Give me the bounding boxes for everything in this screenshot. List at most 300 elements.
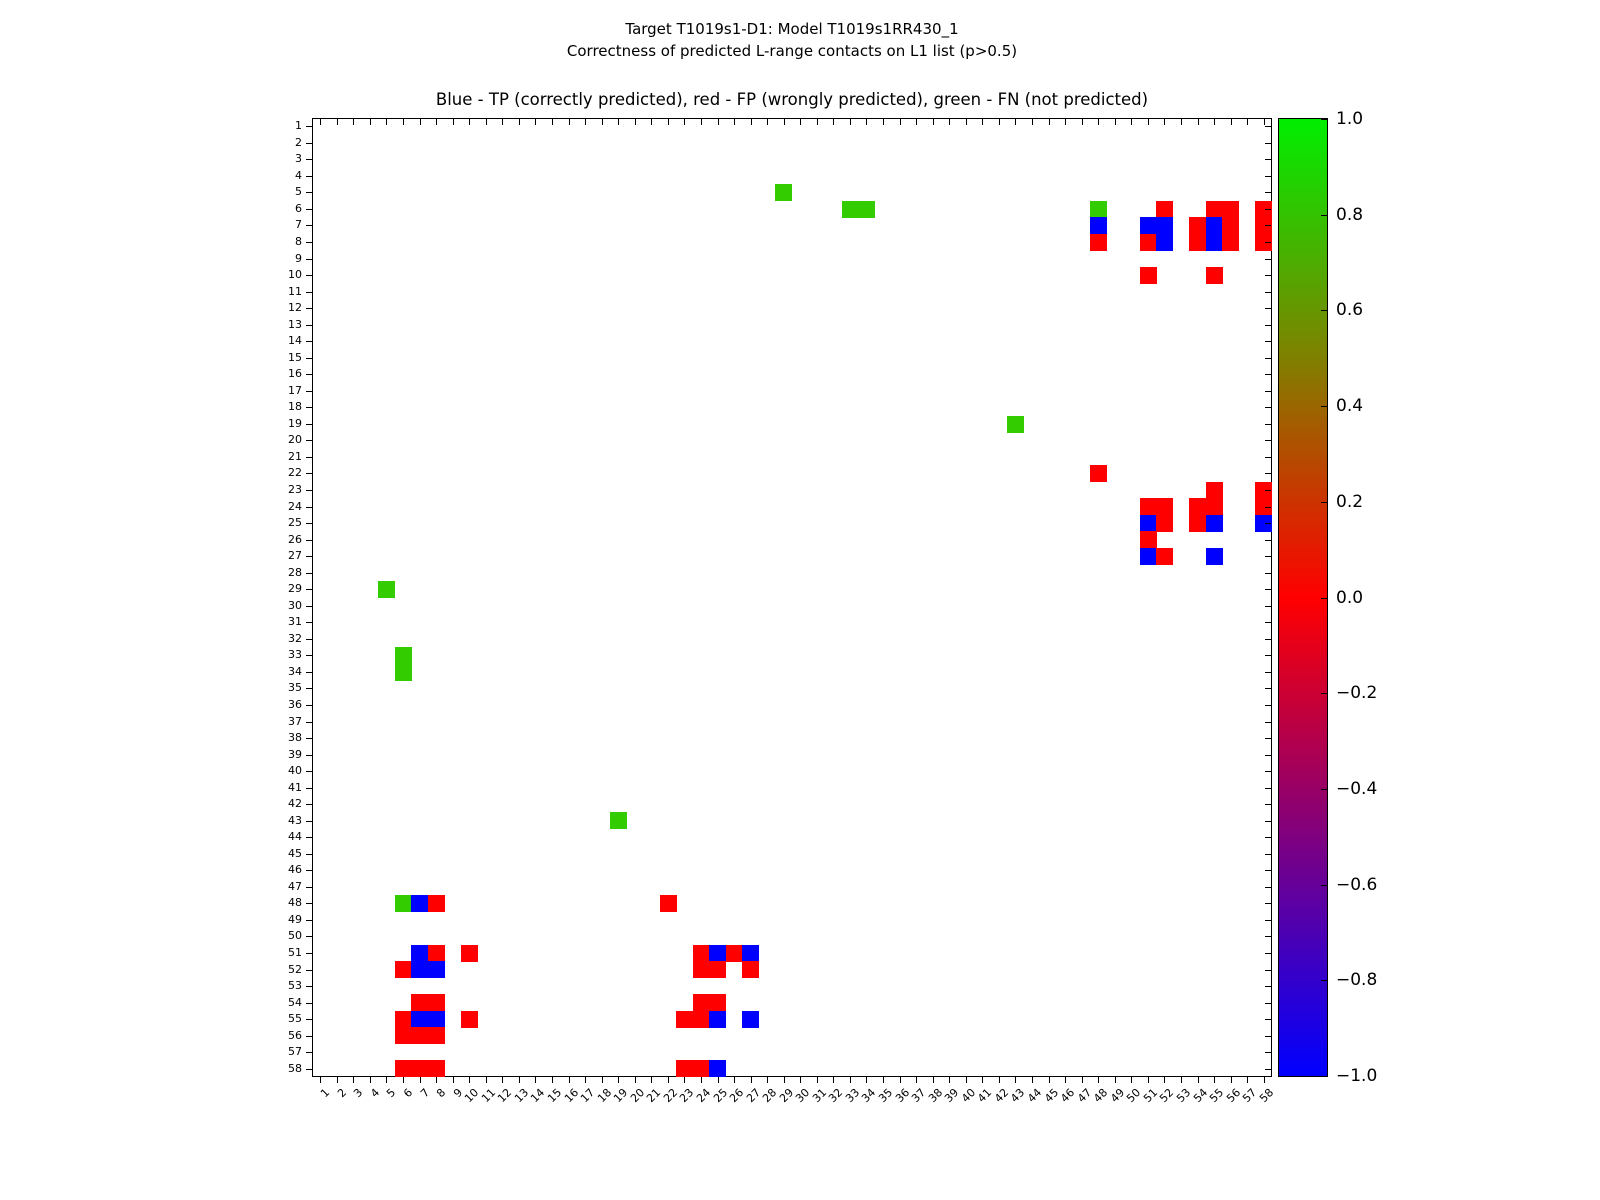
y-tick	[1265, 804, 1271, 805]
y-tick-label: 26	[288, 532, 302, 546]
x-tick-label: 58	[1256, 1086, 1276, 1106]
x-tick	[933, 119, 934, 125]
x-tick	[1231, 119, 1232, 125]
y-tick-label: 4	[295, 168, 302, 182]
y-tick	[1265, 192, 1271, 193]
x-tick-label: 16	[561, 1086, 581, 1106]
x-tick	[949, 1077, 950, 1083]
heatmap-cell-tp	[428, 961, 445, 978]
y-tick-label: 20	[288, 433, 302, 447]
y-tick	[306, 540, 312, 541]
x-tick	[370, 1077, 371, 1083]
y-tick	[306, 259, 312, 260]
x-tick	[370, 119, 371, 125]
x-tick	[1049, 1077, 1050, 1083]
heatmap-cell-tp	[709, 1060, 726, 1077]
y-tick	[1265, 738, 1271, 739]
x-tick	[1198, 119, 1199, 125]
x-tick	[1082, 1077, 1083, 1083]
x-tick	[800, 119, 801, 125]
heatmap-cell-tp	[742, 945, 759, 962]
x-tick-label: 39	[942, 1086, 962, 1106]
x-tick	[552, 119, 553, 125]
y-tick	[1265, 143, 1271, 144]
y-tick	[306, 639, 312, 640]
y-tick	[306, 1036, 312, 1037]
x-tick	[966, 119, 967, 125]
colorbar-tick	[1321, 598, 1327, 599]
y-tick	[1265, 870, 1271, 871]
heatmap-cell-fp	[1090, 465, 1107, 482]
colorbar-tick-label: 0.0	[1336, 587, 1364, 608]
y-tick	[1265, 126, 1271, 127]
x-tick-label: 56	[1223, 1086, 1243, 1106]
y-tick	[1265, 705, 1271, 706]
y-tick-label: 51	[288, 945, 302, 959]
x-tick	[1264, 119, 1265, 125]
y-tick	[1265, 1052, 1271, 1053]
y-tick-label: 13	[288, 317, 302, 331]
x-tick-label: 29	[776, 1086, 796, 1106]
x-tick	[486, 1077, 487, 1083]
x-tick	[684, 1077, 685, 1083]
y-tick	[1265, 573, 1271, 574]
y-tick	[1265, 589, 1271, 590]
x-tick	[900, 119, 901, 125]
y-tick	[1265, 903, 1271, 904]
x-tick-label: 28	[760, 1086, 780, 1106]
x-tick-label: 42	[992, 1086, 1012, 1106]
y-tick	[1265, 837, 1271, 838]
x-tick	[1015, 1077, 1016, 1083]
heatmap-cell-fp	[676, 1060, 693, 1077]
heatmap-cell-fp	[1206, 482, 1223, 499]
heatmap-cell-fn	[395, 664, 412, 681]
x-tick	[618, 1077, 619, 1083]
y-tick-label: 22	[288, 466, 302, 480]
x-tick	[1032, 119, 1033, 125]
y-tick	[1265, 1036, 1271, 1037]
y-tick-label: 34	[288, 664, 302, 678]
y-tick	[1265, 722, 1271, 723]
x-tick-label: 19	[611, 1086, 631, 1106]
heatmap-cell-fn	[842, 201, 859, 218]
x-tick	[883, 1077, 884, 1083]
colorbar-tick	[1321, 119, 1327, 120]
axes-title-legend: Blue - TP (correctly predicted), red - FP (wrongly predicted), green - FN (not predicted)	[435, 90, 1149, 109]
x-tick	[635, 119, 636, 125]
x-tick	[701, 119, 702, 125]
y-tick-label: 40	[288, 764, 302, 778]
heatmap-cell-fp	[709, 961, 726, 978]
x-tick	[784, 119, 785, 125]
y-tick	[1265, 407, 1271, 408]
heatmap-cell-tp	[428, 1011, 445, 1028]
x-tick	[1131, 119, 1132, 125]
heatmap-cell-fn	[610, 812, 627, 829]
colorbar-tick-label: 1.0	[1336, 109, 1364, 129]
heatmap-cell-tp	[1206, 548, 1223, 565]
x-tick	[569, 119, 570, 125]
y-tick	[306, 391, 312, 392]
y-tick-label: 1	[295, 119, 302, 133]
x-tick-label: 22	[660, 1086, 681, 1106]
x-tick-label: 23	[677, 1086, 697, 1106]
x-tick	[519, 1077, 520, 1083]
y-tick	[306, 936, 312, 937]
y-tick	[306, 738, 312, 739]
x-tick	[1214, 1077, 1215, 1083]
x-tick	[320, 119, 321, 125]
x-tick	[1032, 1077, 1033, 1083]
y-tick	[1265, 292, 1271, 293]
x-tick-label: 51	[1140, 1086, 1161, 1106]
x-tick-label: 9	[450, 1086, 465, 1101]
heatmap-cell-fp	[428, 895, 445, 912]
x-tick	[1198, 1077, 1199, 1083]
heatmap-cell-fp	[1222, 217, 1239, 234]
heatmap-cell-fp	[1140, 234, 1157, 251]
x-tick-label: 25	[710, 1086, 730, 1106]
heatmap-cell-fp	[1156, 201, 1173, 218]
y-tick	[306, 1019, 312, 1020]
heatmap-cell-tp	[1140, 548, 1157, 565]
y-tick	[1265, 936, 1271, 937]
y-tick-label: 8	[295, 235, 302, 248]
colorbar-tick	[1321, 406, 1327, 407]
y-tick	[1265, 507, 1271, 508]
heatmap-cell-fp	[411, 994, 428, 1011]
heatmap-cell-tp	[709, 945, 726, 962]
y-tick	[1265, 970, 1271, 971]
x-tick-label: 18	[594, 1086, 614, 1106]
heatmap-cell-fp	[693, 1060, 710, 1077]
heatmap-cell-fp	[428, 945, 445, 962]
heatmap-cell-fp	[395, 1060, 412, 1077]
y-tick-label: 3	[295, 152, 302, 166]
x-tick	[767, 1077, 768, 1083]
y-tick	[1265, 821, 1271, 822]
heatmap-cell-fp	[693, 945, 710, 962]
x-tick	[850, 1077, 851, 1083]
x-tick	[552, 1077, 553, 1083]
x-tick-label: 21	[644, 1086, 664, 1106]
x-tick	[982, 1077, 983, 1083]
x-tick-label: 6	[401, 1086, 416, 1101]
x-tick-label: 50	[1124, 1086, 1144, 1106]
y-tick	[306, 407, 312, 408]
heatmap-cell-fn	[858, 201, 875, 218]
x-tick	[453, 119, 454, 125]
y-tick	[1265, 242, 1271, 243]
y-tick-label: 17	[288, 383, 302, 397]
heatmap-cell-fp	[1206, 498, 1223, 515]
x-tick-label: 24	[694, 1086, 714, 1106]
heatmap-cell-fp	[693, 961, 710, 978]
y-tick	[306, 1069, 312, 1070]
heatmap-cell-fp	[461, 1011, 478, 1028]
y-tick	[306, 920, 312, 921]
y-tick	[1265, 358, 1271, 359]
x-tick	[751, 119, 752, 125]
y-tick-label: 28	[288, 565, 302, 579]
x-tick	[386, 119, 387, 125]
x-tick	[1115, 1077, 1116, 1083]
x-tick	[337, 1077, 338, 1083]
y-tick	[306, 788, 312, 789]
y-tick	[1265, 639, 1271, 640]
heatmap-cell-tp	[1156, 217, 1173, 234]
x-tick-label: 35	[876, 1086, 896, 1106]
x-tick	[668, 1077, 669, 1083]
y-tick	[1265, 771, 1271, 772]
x-tick	[1065, 1077, 1066, 1083]
heatmap-cell-tp	[1206, 234, 1223, 251]
colorbar-tick-label: 0.6	[1336, 300, 1364, 321]
y-tick-label: 7	[295, 218, 302, 232]
y-tick	[1265, 655, 1271, 656]
y-tick-label: 2	[295, 135, 302, 149]
y-tick-label: 49	[288, 912, 302, 926]
heatmap-cell-tp	[742, 1011, 759, 1028]
y-tick	[306, 1052, 312, 1053]
x-tick-label: 13	[512, 1086, 532, 1106]
y-tick	[1265, 308, 1271, 309]
x-tick	[585, 1077, 586, 1083]
y-tick	[306, 986, 312, 987]
heatmap-cell-fp	[1189, 234, 1206, 251]
x-tick	[916, 119, 917, 125]
x-tick	[999, 119, 1000, 125]
y-tick-label: 56	[288, 1028, 302, 1042]
x-tick-label: 46	[1058, 1086, 1078, 1106]
y-tick-label: 32	[288, 631, 302, 645]
x-tick-label: 1	[318, 1086, 333, 1101]
y-tick-label: 55	[288, 1012, 302, 1026]
y-tick	[1265, 920, 1271, 921]
y-tick	[306, 242, 312, 243]
heatmap-cell-tp	[1206, 217, 1223, 234]
y-tick-label: 16	[288, 367, 302, 381]
heatmap-cell-fp	[428, 994, 445, 1011]
y-tick-label: 24	[288, 499, 302, 513]
y-tick	[306, 837, 312, 838]
y-tick-label: 44	[288, 830, 302, 844]
heatmap-cell-tp	[1090, 217, 1107, 234]
x-tick	[635, 1077, 636, 1083]
heatmap-cell-fp	[428, 1027, 445, 1044]
y-tick	[306, 440, 312, 441]
y-tick	[1265, 391, 1271, 392]
x-tick-label: 38	[925, 1086, 945, 1106]
y-tick-label: 35	[288, 681, 302, 695]
y-tick-label: 45	[288, 846, 302, 860]
y-tick	[1265, 953, 1271, 954]
x-tick	[436, 1077, 437, 1083]
x-tick	[1247, 119, 1248, 125]
x-tick	[1264, 1077, 1265, 1083]
y-tick	[306, 275, 312, 276]
y-tick	[1265, 540, 1271, 541]
x-tick	[502, 119, 503, 125]
heatmap-cell-tp	[411, 895, 428, 912]
y-tick-label: 11	[288, 284, 302, 298]
y-tick	[306, 126, 312, 127]
x-tick-label: 2	[334, 1086, 350, 1101]
x-tick	[982, 119, 983, 125]
y-tick	[1265, 1003, 1271, 1004]
y-tick	[306, 308, 312, 309]
colorbar-tick-label: 0.4	[1336, 396, 1364, 417]
x-tick	[353, 1077, 354, 1083]
x-tick-label: 30	[793, 1086, 813, 1106]
y-tick	[1265, 887, 1271, 888]
x-tick-label: 41	[975, 1086, 995, 1106]
colorbar-tick-label: −0.2	[1336, 683, 1378, 704]
y-tick	[1265, 325, 1271, 326]
x-tick	[1082, 119, 1083, 125]
x-tick	[403, 1077, 404, 1083]
heatmap-axes	[312, 118, 1272, 1077]
x-tick	[866, 119, 867, 125]
y-tick	[306, 705, 312, 706]
y-tick-label: 14	[288, 334, 302, 348]
x-tick	[453, 1077, 454, 1083]
x-tick	[1098, 1077, 1099, 1083]
colorbar-tick-label: −0.6	[1336, 874, 1378, 895]
y-tick	[1265, 473, 1271, 474]
y-tick	[1265, 1019, 1271, 1020]
y-tick	[306, 424, 312, 425]
x-tick	[1247, 1077, 1248, 1083]
y-tick	[1265, 440, 1271, 441]
x-tick	[337, 119, 338, 125]
x-tick	[718, 119, 719, 125]
y-tick	[1265, 424, 1271, 425]
y-tick	[306, 556, 312, 557]
y-tick-label: 42	[288, 797, 302, 811]
heatmap-cell-fp	[461, 945, 478, 962]
x-tick	[1148, 1077, 1149, 1083]
heatmap-cell-fn	[378, 581, 395, 598]
y-tick	[1265, 159, 1271, 160]
y-tick-label: 47	[288, 879, 302, 893]
x-tick	[386, 1077, 387, 1083]
y-tick-label: 19	[288, 416, 302, 430]
heatmap-cell-fp	[1189, 515, 1206, 532]
x-tick-label: 36	[892, 1086, 912, 1106]
x-tick	[684, 119, 685, 125]
y-tick	[306, 374, 312, 375]
x-tick-label: 43	[1008, 1086, 1028, 1106]
x-tick-label: 49	[1107, 1086, 1127, 1106]
heatmap-cell-fp	[428, 1060, 445, 1077]
y-tick-label: 46	[288, 863, 302, 877]
y-tick	[1265, 209, 1271, 210]
heatmap-cell-fp	[726, 945, 743, 962]
y-tick	[306, 771, 312, 772]
x-tick	[966, 1077, 967, 1083]
x-tick-label: 34	[859, 1086, 879, 1106]
x-tick	[469, 119, 470, 125]
y-tick	[306, 325, 312, 326]
y-tick	[306, 606, 312, 607]
x-tick	[1164, 119, 1165, 125]
heatmap-cell-fp	[709, 994, 726, 1011]
heatmap-cell-fn	[395, 895, 412, 912]
heatmap-cell-tp	[411, 945, 428, 962]
x-tick	[949, 119, 950, 125]
x-tick	[602, 1077, 603, 1083]
heatmap-cell-fp	[411, 1060, 428, 1077]
colorbar-tick	[1321, 789, 1327, 790]
colorbar-tick	[1321, 693, 1327, 694]
x-tick	[833, 119, 834, 125]
y-tick	[306, 292, 312, 293]
x-tick-label: 48	[1091, 1086, 1111, 1106]
y-tick	[306, 490, 312, 491]
x-tick-label: 4	[367, 1086, 383, 1101]
y-tick	[306, 755, 312, 756]
heatmap-cell-fp	[395, 1011, 412, 1028]
x-tick-label: 8	[434, 1086, 449, 1101]
y-tick	[1265, 672, 1271, 673]
y-tick	[306, 672, 312, 673]
y-tick	[1265, 275, 1271, 276]
x-tick	[320, 1077, 321, 1083]
x-tick-label: 33	[843, 1086, 863, 1106]
heatmap-cell-fp	[1156, 548, 1173, 565]
x-tick	[817, 119, 818, 125]
x-tick-label: 55	[1207, 1086, 1227, 1106]
figure-title-line1: Target T1019s1-D1: Model T1019s1RR430_1	[625, 20, 959, 38]
x-tick	[1131, 1077, 1132, 1083]
y-tick-label: 12	[288, 301, 302, 315]
y-tick	[1265, 755, 1271, 756]
x-tick	[866, 1077, 867, 1083]
x-tick	[502, 1077, 503, 1083]
x-tick	[602, 119, 603, 125]
x-tick	[353, 119, 354, 125]
y-tick-label: 38	[288, 731, 302, 745]
heatmap-cell-tp	[411, 1011, 428, 1028]
y-tick	[306, 358, 312, 359]
heatmap-cell-fp	[1206, 201, 1223, 218]
x-tick-label: 32	[826, 1086, 846, 1106]
heatmap-cell-tp	[1206, 515, 1223, 532]
y-tick	[1265, 556, 1271, 557]
y-tick-label: 58	[288, 1061, 302, 1075]
figure-title-line2: Correctness of predicted L-range contacts on L1 list (p>0.5)	[566, 42, 1018, 60]
y-tick	[306, 903, 312, 904]
x-tick	[569, 1077, 570, 1083]
x-tick	[469, 1077, 470, 1083]
x-tick-label: 54	[1190, 1086, 1210, 1106]
x-tick	[800, 1077, 801, 1083]
y-tick	[1265, 457, 1271, 458]
y-tick	[306, 159, 312, 160]
y-tick-label: 29	[288, 582, 302, 596]
x-tick	[420, 1077, 421, 1083]
y-tick	[1265, 606, 1271, 607]
y-tick	[306, 887, 312, 888]
x-tick-label: 7	[417, 1086, 432, 1101]
y-tick	[306, 589, 312, 590]
x-tick-label: 57	[1240, 1086, 1260, 1106]
y-tick-label: 37	[288, 714, 302, 728]
x-tick-label: 12	[495, 1086, 515, 1106]
x-tick	[900, 1077, 901, 1083]
